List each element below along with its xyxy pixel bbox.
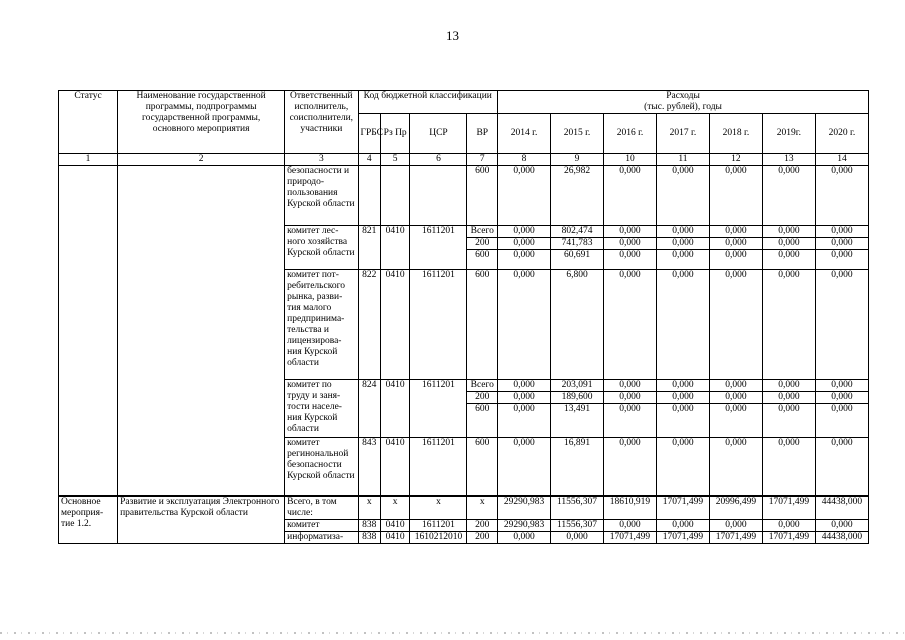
value-cell: 0,000 (656, 404, 709, 438)
value-cell: 0,000 (762, 166, 815, 226)
value-cell: 0,000 (498, 226, 551, 238)
header-expenses-title: Расходы (666, 91, 700, 101)
value-cell: 0,000 (815, 438, 868, 496)
executor-cell: комитет по труду и заня-тости населе-ния Курской области (285, 380, 358, 438)
rzpr-cell: 0410 (380, 438, 410, 496)
grbs-cell: х (358, 496, 380, 520)
value-cell: 189,600 (551, 392, 604, 404)
grbs-cell: 821 (358, 226, 380, 270)
value-cell: 0,000 (498, 404, 551, 438)
value-cell: 0,000 (656, 270, 709, 380)
value-cell: 17071,499 (604, 531, 657, 543)
column-number: 8 (498, 154, 551, 166)
value-cell: 0,000 (815, 250, 868, 270)
value-cell: 0,000 (498, 531, 551, 543)
value-cell: 0,000 (815, 519, 868, 531)
value-cell: 18610,919 (604, 496, 657, 520)
value-cell: 0,000 (498, 392, 551, 404)
header-expenses-unit: (тыс. рублей), годы (644, 102, 722, 112)
value-cell: 0,000 (815, 226, 868, 238)
column-number-row (59, 154, 869, 166)
rzpr-cell: х (380, 496, 410, 520)
value-cell: 0,000 (709, 404, 762, 438)
value-cell: 0,000 (604, 404, 657, 438)
value-cell: 0,000 (709, 166, 762, 226)
name-cell-continued (118, 166, 285, 496)
vr-cell: 600 (467, 250, 498, 270)
value-cell: 0,000 (656, 166, 709, 226)
header-name: Наименование государственной программы, подпрограммы государственной программы, основного мероприятия (118, 91, 285, 154)
value-cell: 11556,307 (551, 496, 604, 520)
value-cell: 0,000 (656, 238, 709, 250)
csr-cell: 1611201 (410, 519, 467, 531)
header-grbs: ГРБС (358, 114, 380, 154)
vr-cell: 600 (467, 270, 498, 380)
header-budget-code: Код бюджетной классификации (358, 91, 498, 114)
executor-cell: комитет (285, 519, 358, 531)
value-cell: 0,000 (709, 380, 762, 392)
value-cell: 0,000 (604, 392, 657, 404)
header-csr: ЦСР (410, 114, 467, 154)
executor-cell: безопасности и природо-пользования Курской области (285, 166, 358, 226)
grbs-cell (358, 166, 380, 226)
header-rzpr: Рз Пр (380, 114, 410, 154)
header-expenses (498, 91, 869, 114)
vr-cell: 600 (467, 438, 498, 496)
header-year: 2017 г. (656, 114, 709, 154)
value-cell: 0,000 (604, 238, 657, 250)
executor-cell: Всего, в том числе: (285, 496, 358, 520)
value-cell: 0,000 (656, 519, 709, 531)
value-cell: 0,000 (604, 166, 657, 226)
value-cell: 0,000 (762, 380, 815, 392)
csr-cell: 1610212010 (410, 531, 467, 543)
value-cell: 29290,983 (498, 496, 551, 520)
grbs-cell: 838 (358, 531, 380, 543)
header-vr: ВР (467, 114, 498, 154)
value-cell: 0,000 (656, 392, 709, 404)
grbs-cell: 822 (358, 270, 380, 380)
value-cell: 203,091 (551, 380, 604, 392)
value-cell: 0,000 (709, 392, 762, 404)
value-cell: 0,000 (709, 438, 762, 496)
column-number: 4 (358, 154, 380, 166)
value-cell: 6,800 (551, 270, 604, 380)
vr-cell: х (467, 496, 498, 520)
column-number: 2 (118, 154, 285, 166)
executor-cell: комитет пот-ребительского рынка, разви-тия малого предпринима-тельства и лицензирова-ния Курской области (285, 270, 358, 380)
value-cell: 44438,000 (815, 531, 868, 543)
value-cell: 0,000 (709, 270, 762, 380)
value-cell: 0,000 (656, 226, 709, 238)
value-cell: 0,000 (762, 438, 815, 496)
csr-cell: х (410, 496, 467, 520)
vr-cell: 200 (467, 519, 498, 531)
csr-cell: 1611201 (410, 226, 467, 270)
value-cell: 17071,499 (709, 531, 762, 543)
rzpr-cell: 0410 (380, 380, 410, 438)
rzpr-cell (380, 166, 410, 226)
grbs-cell: 843 (358, 438, 380, 496)
rzpr-cell: 0410 (380, 519, 410, 531)
header-year: 2015 г. (551, 114, 604, 154)
column-number: 10 (604, 154, 657, 166)
column-number: 6 (410, 154, 467, 166)
measure-total-row (59, 496, 869, 520)
value-cell: 20996,499 (709, 496, 762, 520)
vr-cell: Всего (467, 226, 498, 238)
value-cell: 17071,499 (762, 496, 815, 520)
grbs-cell: 838 (358, 519, 380, 531)
header-year: 2016 г. (604, 114, 657, 154)
header-year: 2014 г. (498, 114, 551, 154)
value-cell: 16,891 (551, 438, 604, 496)
executor-cell: комитет лес-ного хозяйства Курской области (285, 226, 358, 270)
value-cell: 0,000 (709, 226, 762, 238)
value-cell: 11556,307 (551, 519, 604, 531)
value-cell: 13,491 (551, 404, 604, 438)
value-cell: 0,000 (709, 238, 762, 250)
value-cell: 0,000 (815, 392, 868, 404)
column-number: 1 (59, 154, 118, 166)
value-cell: 0,000 (604, 250, 657, 270)
value-cell: 0,000 (762, 238, 815, 250)
value-cell: 0,000 (498, 438, 551, 496)
value-cell: 0,000 (709, 250, 762, 270)
value-cell: 0,000 (551, 531, 604, 543)
value-cell: 741,783 (551, 238, 604, 250)
budget-expenses-table (58, 90, 869, 544)
measure-status: Основное мероприя-тие 1.2. (59, 496, 118, 544)
column-number: 5 (380, 154, 410, 166)
page-number: 13 (446, 28, 459, 43)
value-cell: 0,000 (604, 519, 657, 531)
value-cell: 17071,499 (762, 531, 815, 543)
value-cell: 0,000 (604, 270, 657, 380)
value-cell: 0,000 (815, 380, 868, 392)
value-cell: 0,000 (656, 438, 709, 496)
value-cell: 29290,983 (498, 519, 551, 531)
value-cell: 0,000 (498, 238, 551, 250)
header-year: 2018 г. (709, 114, 762, 154)
value-cell: 0,000 (498, 166, 551, 226)
measure-name: Развитие и эксплуатация Электронного правительства Курской области (118, 496, 285, 544)
executor-cell: информатиза- (285, 531, 358, 543)
value-cell: 17071,499 (656, 531, 709, 543)
value-cell: 60,691 (551, 250, 604, 270)
vr-cell: 200 (467, 392, 498, 404)
value-cell: 0,000 (498, 250, 551, 270)
value-cell: 0,000 (656, 380, 709, 392)
vr-cell: Всего (467, 380, 498, 392)
value-cell: 0,000 (762, 392, 815, 404)
vr-cell: 600 (467, 404, 498, 438)
value-cell: 0,000 (762, 226, 815, 238)
grbs-cell: 824 (358, 380, 380, 438)
value-cell: 802,474 (551, 226, 604, 238)
value-cell: 0,000 (604, 438, 657, 496)
value-cell: 0,000 (709, 519, 762, 531)
column-number: 7 (467, 154, 498, 166)
csr-cell: 1611201 (410, 438, 467, 496)
value-cell: 0,000 (815, 404, 868, 438)
value-cell: 0,000 (762, 404, 815, 438)
executor-cell: комитет регинональной безопасности Курской области (285, 438, 358, 496)
scan-noise-line (0, 632, 905, 634)
value-cell: 0,000 (656, 250, 709, 270)
rzpr-cell: 0410 (380, 226, 410, 270)
value-cell: 0,000 (815, 270, 868, 380)
vr-cell: 600 (467, 166, 498, 226)
csr-cell (410, 166, 467, 226)
header-year: 2019г. (762, 114, 815, 154)
value-cell: 0,000 (762, 250, 815, 270)
column-number: 13 (762, 154, 815, 166)
column-number: 12 (709, 154, 762, 166)
value-cell: 17071,499 (656, 496, 709, 520)
value-cell: 44438,000 (815, 496, 868, 520)
value-cell: 0,000 (762, 519, 815, 531)
vr-cell: 200 (467, 238, 498, 250)
column-number: 9 (551, 154, 604, 166)
value-cell: 0,000 (498, 270, 551, 380)
vr-cell: 200 (467, 531, 498, 543)
column-number: 11 (656, 154, 709, 166)
value-cell: 0,000 (604, 380, 657, 392)
rzpr-cell: 0410 (380, 531, 410, 543)
value-cell: 0,000 (815, 238, 868, 250)
column-number: 3 (285, 154, 358, 166)
status-cell-continued (59, 166, 118, 496)
header-row-1 (59, 91, 869, 114)
rzpr-cell: 0410 (380, 270, 410, 380)
header-executor: Ответственный исполнитель, соисполнители, участники (285, 91, 358, 154)
value-cell: 26,982 (551, 166, 604, 226)
table-row (59, 166, 869, 226)
value-cell: 0,000 (604, 226, 657, 238)
column-number: 14 (815, 154, 868, 166)
value-cell: 0,000 (498, 380, 551, 392)
value-cell: 0,000 (815, 166, 868, 226)
value-cell: 0,000 (762, 270, 815, 380)
csr-cell: 1611201 (410, 270, 467, 380)
csr-cell: 1611201 (410, 380, 467, 438)
header-status: Статус (59, 91, 118, 154)
header-year: 2020 г. (815, 114, 868, 154)
